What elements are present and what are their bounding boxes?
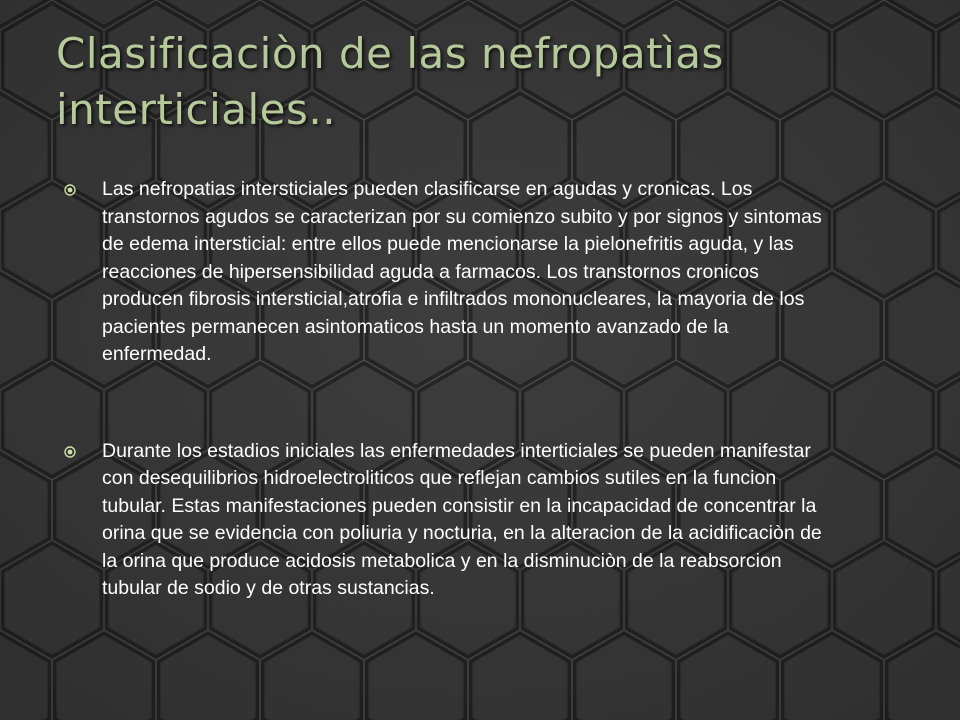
bullet-list	[64, 176, 834, 603]
bullet-text: Las nefropatias intersticiales pueden clasificarse en agudas y cronicas. Los transtornos agudos se caracterizan por su comienzo subito y por signos y sintomas de edema intersticial: entre ellos puede mencionarse la pielonefritis aguda, y las reacciones de hipersensibilidad aguda a farmacos. Los transtornos cronicos producen fibrosis intersticial,atrofia e infiltrados mononucleares, la mayoria de los pacientes permanecen asintomaticos hasta un momento avanzado de la enfermedad.	[102, 178, 822, 365]
bullet-circle-icon	[64, 184, 76, 196]
bullet-text: Durante los estadios iniciales las enfermedades interticiales se pueden manifestar con desequilibrios hidroelectroliticos que reflejan cambios sutiles en la funcion tubular. Estas manifestaciones pueden consistir en la incapacidad de concentrar la orina que se evidencia con poliuria y nocturia, en la alteracion de la acidificaciòn de la orina que produce acidosis metabolica y en la disminuciòn de la reabsorcion tubular de sodio y de otras sustancias.	[102, 439, 822, 599]
bullet-item	[64, 438, 834, 603]
slide-title: Clasificaciòn de las nefropatìas interticiales..	[56, 29, 724, 134]
bullet-circle-icon	[64, 446, 76, 458]
bullet-item	[64, 176, 834, 369]
